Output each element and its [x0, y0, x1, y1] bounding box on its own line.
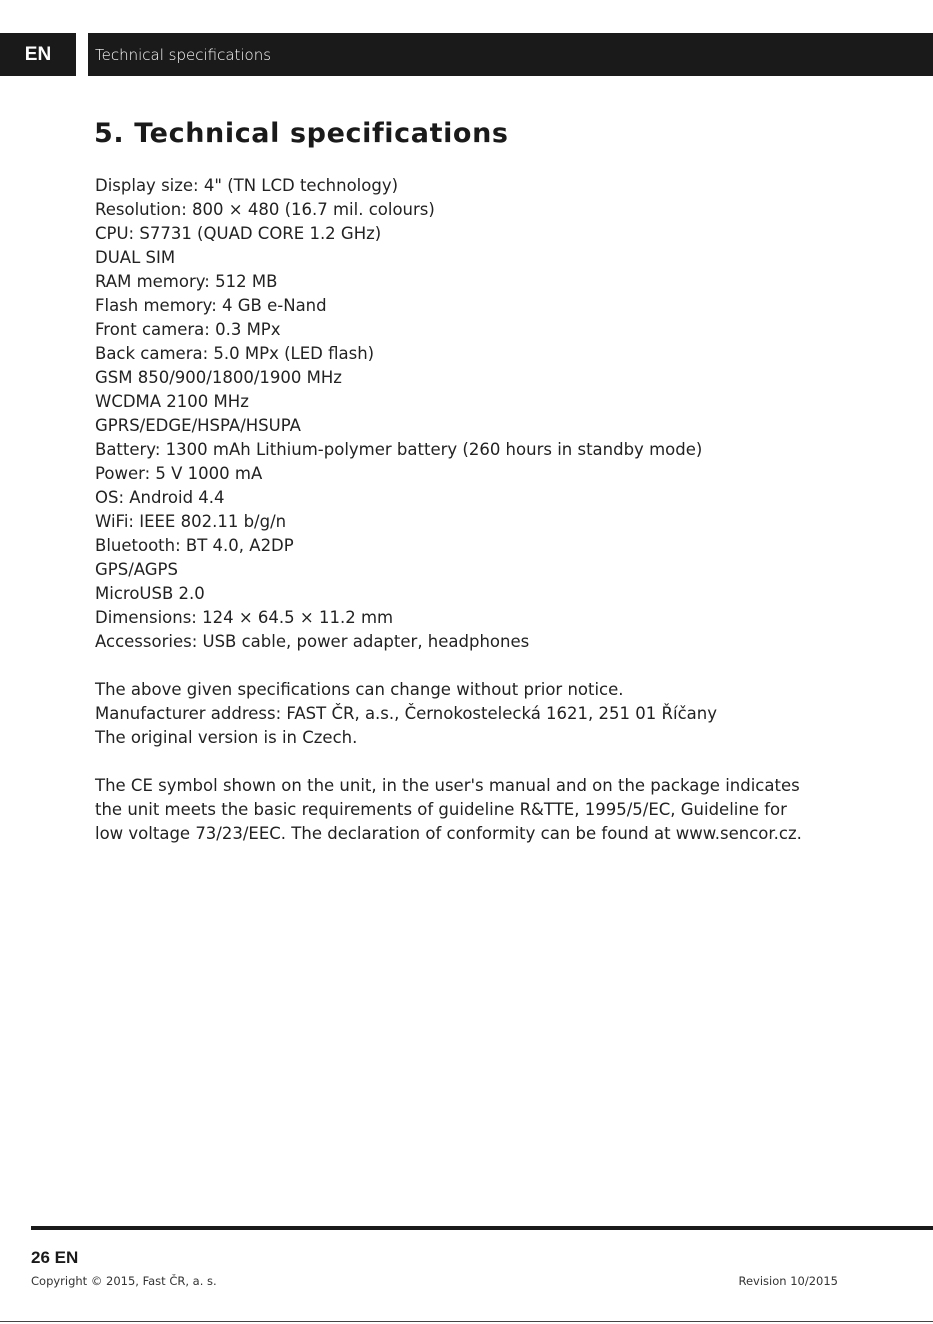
spec-item: Battery: 1300 mAh Lithium-polymer battery (260 hours in standby mode)	[95, 440, 703, 459]
spec-item: WiFi: IEEE 802.11 b/g/n	[95, 512, 287, 531]
ce-declaration	[95, 774, 802, 846]
spec-list	[95, 174, 702, 654]
spec-item: RAM memory: 512 MB	[95, 272, 278, 291]
spec-item: Power: 5 V 1000 mA	[95, 464, 263, 483]
spec-item: MicroUSB 2.0	[95, 584, 205, 603]
notes-line: Manufacturer address: FAST ČR, a.s., Černokostelecká 1621, 251 01 Říčany	[95, 704, 717, 723]
notes-line: The original version is in Czech.	[95, 728, 358, 747]
spec-item: Flash memory: 4 GB e-Nand	[95, 296, 327, 315]
spec-item: Bluetooth: BT 4.0, A2DP	[95, 536, 294, 555]
spec-item: WCDMA 2100 MHz	[95, 392, 249, 411]
ce-line: The CE symbol shown on the unit, in the user's manual and on the package indicates	[95, 776, 800, 795]
spec-item: Accessories: USB cable, power adapter, headphones	[95, 632, 530, 651]
section-header-bar	[88, 33, 933, 76]
spec-item: OS: Android 4.4	[95, 488, 225, 507]
spec-item: Display size: 4" (TN LCD technology)	[95, 176, 399, 195]
spec-item: DUAL SIM	[95, 248, 176, 267]
spec-item: CPU: S7731 (QUAD CORE 1.2 GHz)	[95, 224, 382, 243]
spec-item: Front camera: 0.3 MPx	[95, 320, 281, 339]
notes-block	[95, 678, 717, 750]
spec-item: GPS/AGPS	[95, 560, 178, 579]
spec-item: GPRS/EDGE/HSPA/HSUPA	[95, 416, 301, 435]
copyright-text: Copyright © 2015, Fast ČR, a. s.	[31, 1274, 217, 1288]
spec-item: GSM 850/900/1800/1900 MHz	[95, 368, 342, 387]
page-bottom-line	[0, 1321, 933, 1322]
notes-line: The above given specifications can change without prior notice.	[95, 680, 624, 699]
revision-text: Revision 10/2015	[738, 1274, 838, 1288]
page-number: 26 EN	[31, 1248, 79, 1267]
spec-item: Resolution: 800 × 480 (16.7 mil. colours)	[95, 200, 435, 219]
spec-item: Dimensions: 124 × 64.5 × 11.2 mm	[95, 608, 394, 627]
footer-divider	[31, 1226, 933, 1230]
language-tab: EN	[0, 33, 76, 76]
section-header-title: Technical specifications	[95, 46, 272, 64]
page-title: 5. Technical specifications	[94, 118, 509, 149]
ce-line: the unit meets the basic requirements of guideline R&TTE, 1995/5/EC, Guideline for	[95, 800, 787, 819]
ce-line: low voltage 73/23/EEC. The declaration of conformity can be found at www.sencor.cz.	[95, 824, 802, 843]
spec-item: Back camera: 5.0 MPx (LED flash)	[95, 344, 375, 363]
